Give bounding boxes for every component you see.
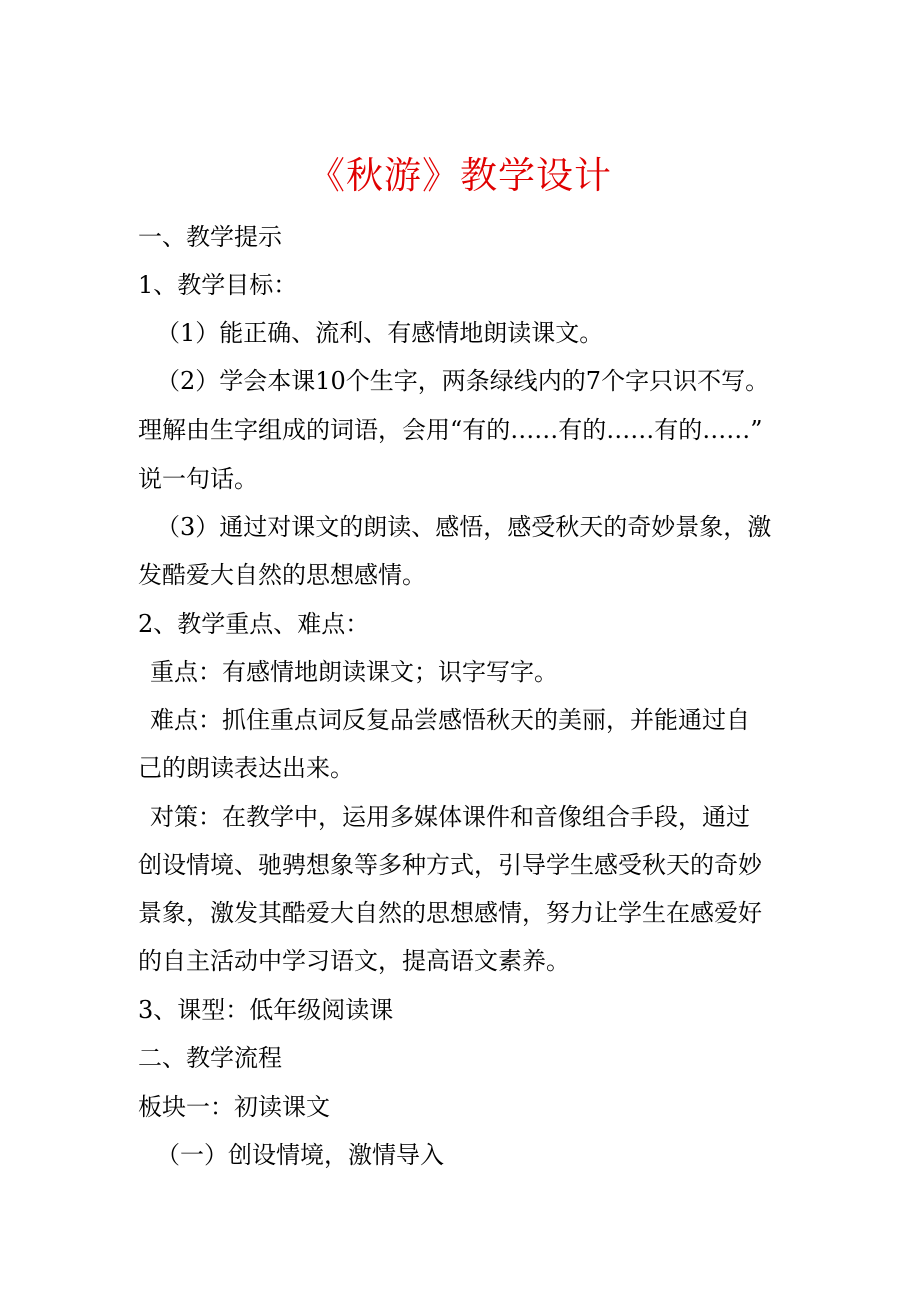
strategy-text-cont-1: 创设情境、驰骋想象等多种方式，引导学生感受秋天的奇妙 — [138, 851, 762, 879]
block-one-heading: 板块一：初读课文 — [138, 1093, 330, 1121]
difficulty-text: 难点：抓住重点词反复品尝感悟秋天的美丽，并能通过自 — [150, 706, 750, 734]
goal-item-3-cont: 发酷爱大自然的思想感情。 — [138, 561, 426, 589]
goal-item-3: （3）通过对课文的朗读、感悟，感受秋天的奇妙景象，激 — [156, 513, 772, 541]
goal-item-1: （1）能正确、流利、有感情地朗读课文。 — [156, 319, 604, 347]
subheading-key-points: 2、教学重点、难点： — [138, 610, 370, 638]
section-heading-teaching-tips: 一、教学提示 — [138, 223, 282, 251]
document-title: 《秋游》教学设计 — [308, 154, 612, 197]
goal-item-2: （2）学会本课10个生字，两条绿线内的7个字只识不写。 — [156, 367, 770, 395]
goal-item-2-cont-1: 理解由生字组成的词语，会用“有的……有的……有的……” — [138, 416, 763, 444]
subheading-teaching-goals: 1、教学目标： — [138, 271, 298, 299]
goal-item-2-cont-2: 说一句话。 — [138, 465, 258, 493]
lesson-type: 3、课型：低年级阅读课 — [138, 996, 394, 1024]
difficulty-text-cont: 己的朗读表达出来。 — [138, 754, 354, 782]
strategy-text-cont-2: 景象，激发其酷爱大自然的思想感情，努力让学生在感爱好 — [138, 899, 762, 927]
strategy-text-cont-3: 的自主活动中学习语文，提高语文素养。 — [138, 947, 570, 975]
strategy-text: 对策：在教学中，运用多媒体课件和音像组合手段，通过 — [150, 803, 750, 831]
section-heading-teaching-flow: 二、教学流程 — [138, 1044, 282, 1072]
block-one-step-1: （一）创设情境，激情导入 — [156, 1141, 444, 1169]
key-point-text: 重点：有感情地朗读课文；识字写字。 — [150, 658, 558, 686]
